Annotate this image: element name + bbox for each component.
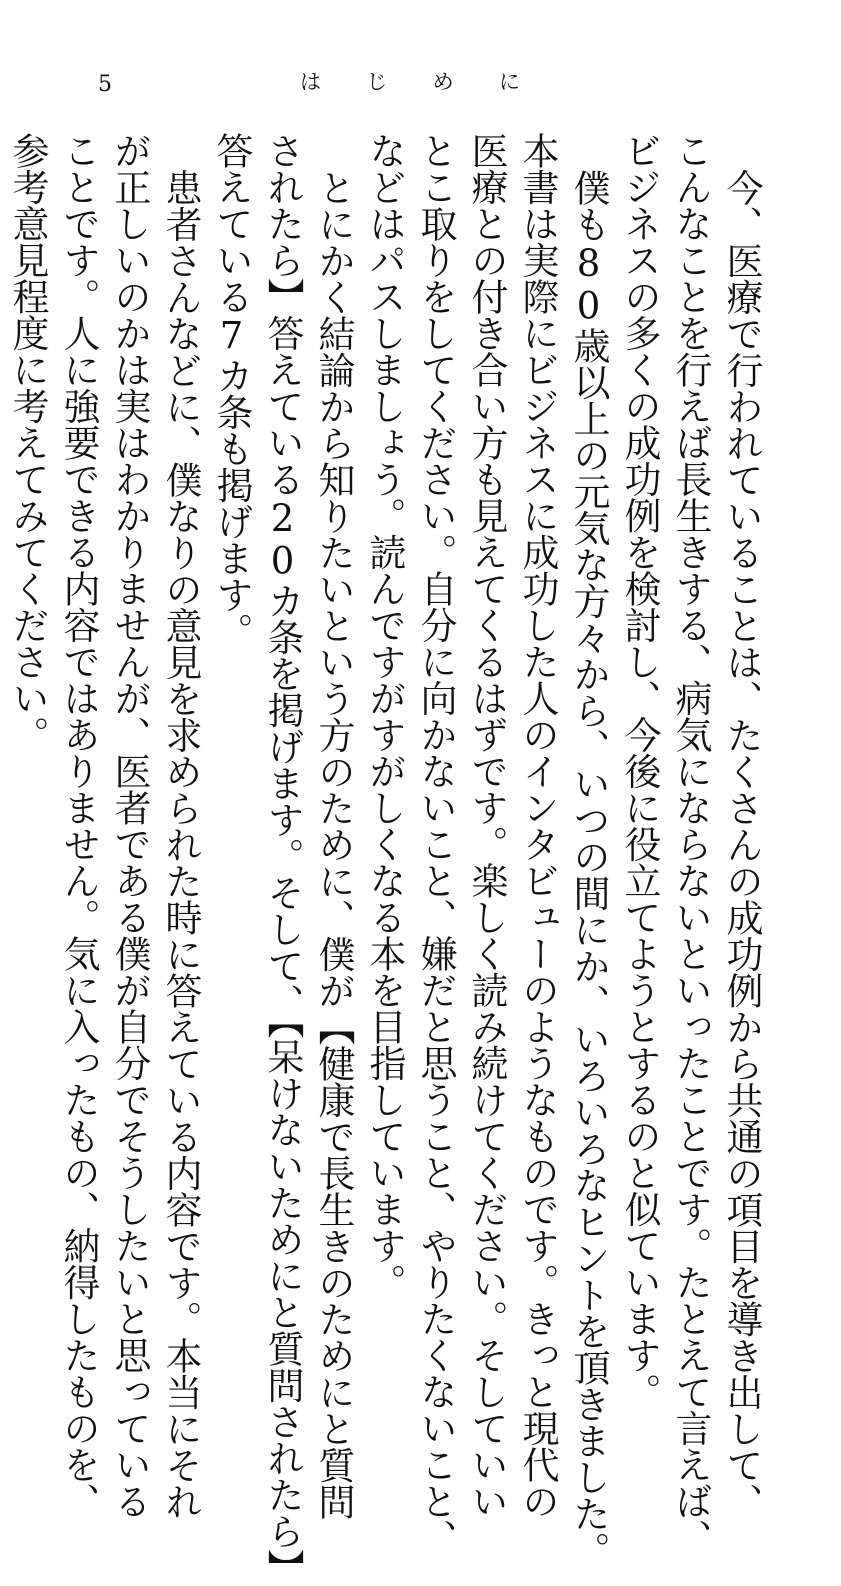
running-head-char: め <box>432 70 454 94</box>
text-line: 本書は実際にビジネスに成功した人のインタビューのようなものです。きっと現代の <box>516 132 559 1519</box>
running-head <box>300 72 520 93</box>
text-line: こんなことを行えば長生きする、病気にならないといったことです。たとえて言えば、 <box>669 132 712 1556</box>
text-line: 答えている7カ条も掲げます。 <box>210 132 253 649</box>
text-line: 患者さんなどに、僕なりの意見を求められた時に答えている内容です。本当にそれ <box>159 169 202 1520</box>
text-line: 僕も80歳以上の元気な方々から、いつの間にか、いろいろなヒントを頂きました。 <box>567 169 610 1568</box>
text-line: されたら】答えている20カ条を掲げます。そして、【呆けないためにと質問されたら】 <box>261 132 304 1586</box>
text-line: とこ取りをしてください。自分に向かないこと、嫌だと思うこと、やりたくないこと、 <box>414 132 457 1556</box>
page-number: 5 <box>98 72 112 97</box>
text-line: 今、医療で行われていることは、たくさんの成功例から共通の項目を導き出して、 <box>720 169 763 1520</box>
text-line: などはパスしましょう。読んですがすがしくなる本を目指しています。 <box>363 132 406 1300</box>
running-head-char: じ <box>366 70 388 94</box>
text-line: ビジネスの多くの成功例を検討し、今後に役立てようとするのと似ています。 <box>618 132 661 1410</box>
text-line: ことです。人に強要できる内容ではありません。気に入ったもの、納得したものを、 <box>57 132 100 1519</box>
running-head-char: に <box>498 70 520 94</box>
text-line: が正しいのかは実はわかりませんが、医者である僕が自分でそうしたいと思っている <box>108 132 151 1519</box>
text-line: とにかく結論から知りたいという方のために、僕が【健康で長生きのためにと質問 <box>312 169 355 1520</box>
text-line: 医療との付き合い方も見えてくるはずです。楽しく読み続けてください。そしていい <box>465 132 508 1519</box>
running-head-char: は <box>300 70 321 94</box>
text-line: 参考意見程度に考えてみてください。 <box>6 132 49 753</box>
body-text <box>6 132 767 1586</box>
